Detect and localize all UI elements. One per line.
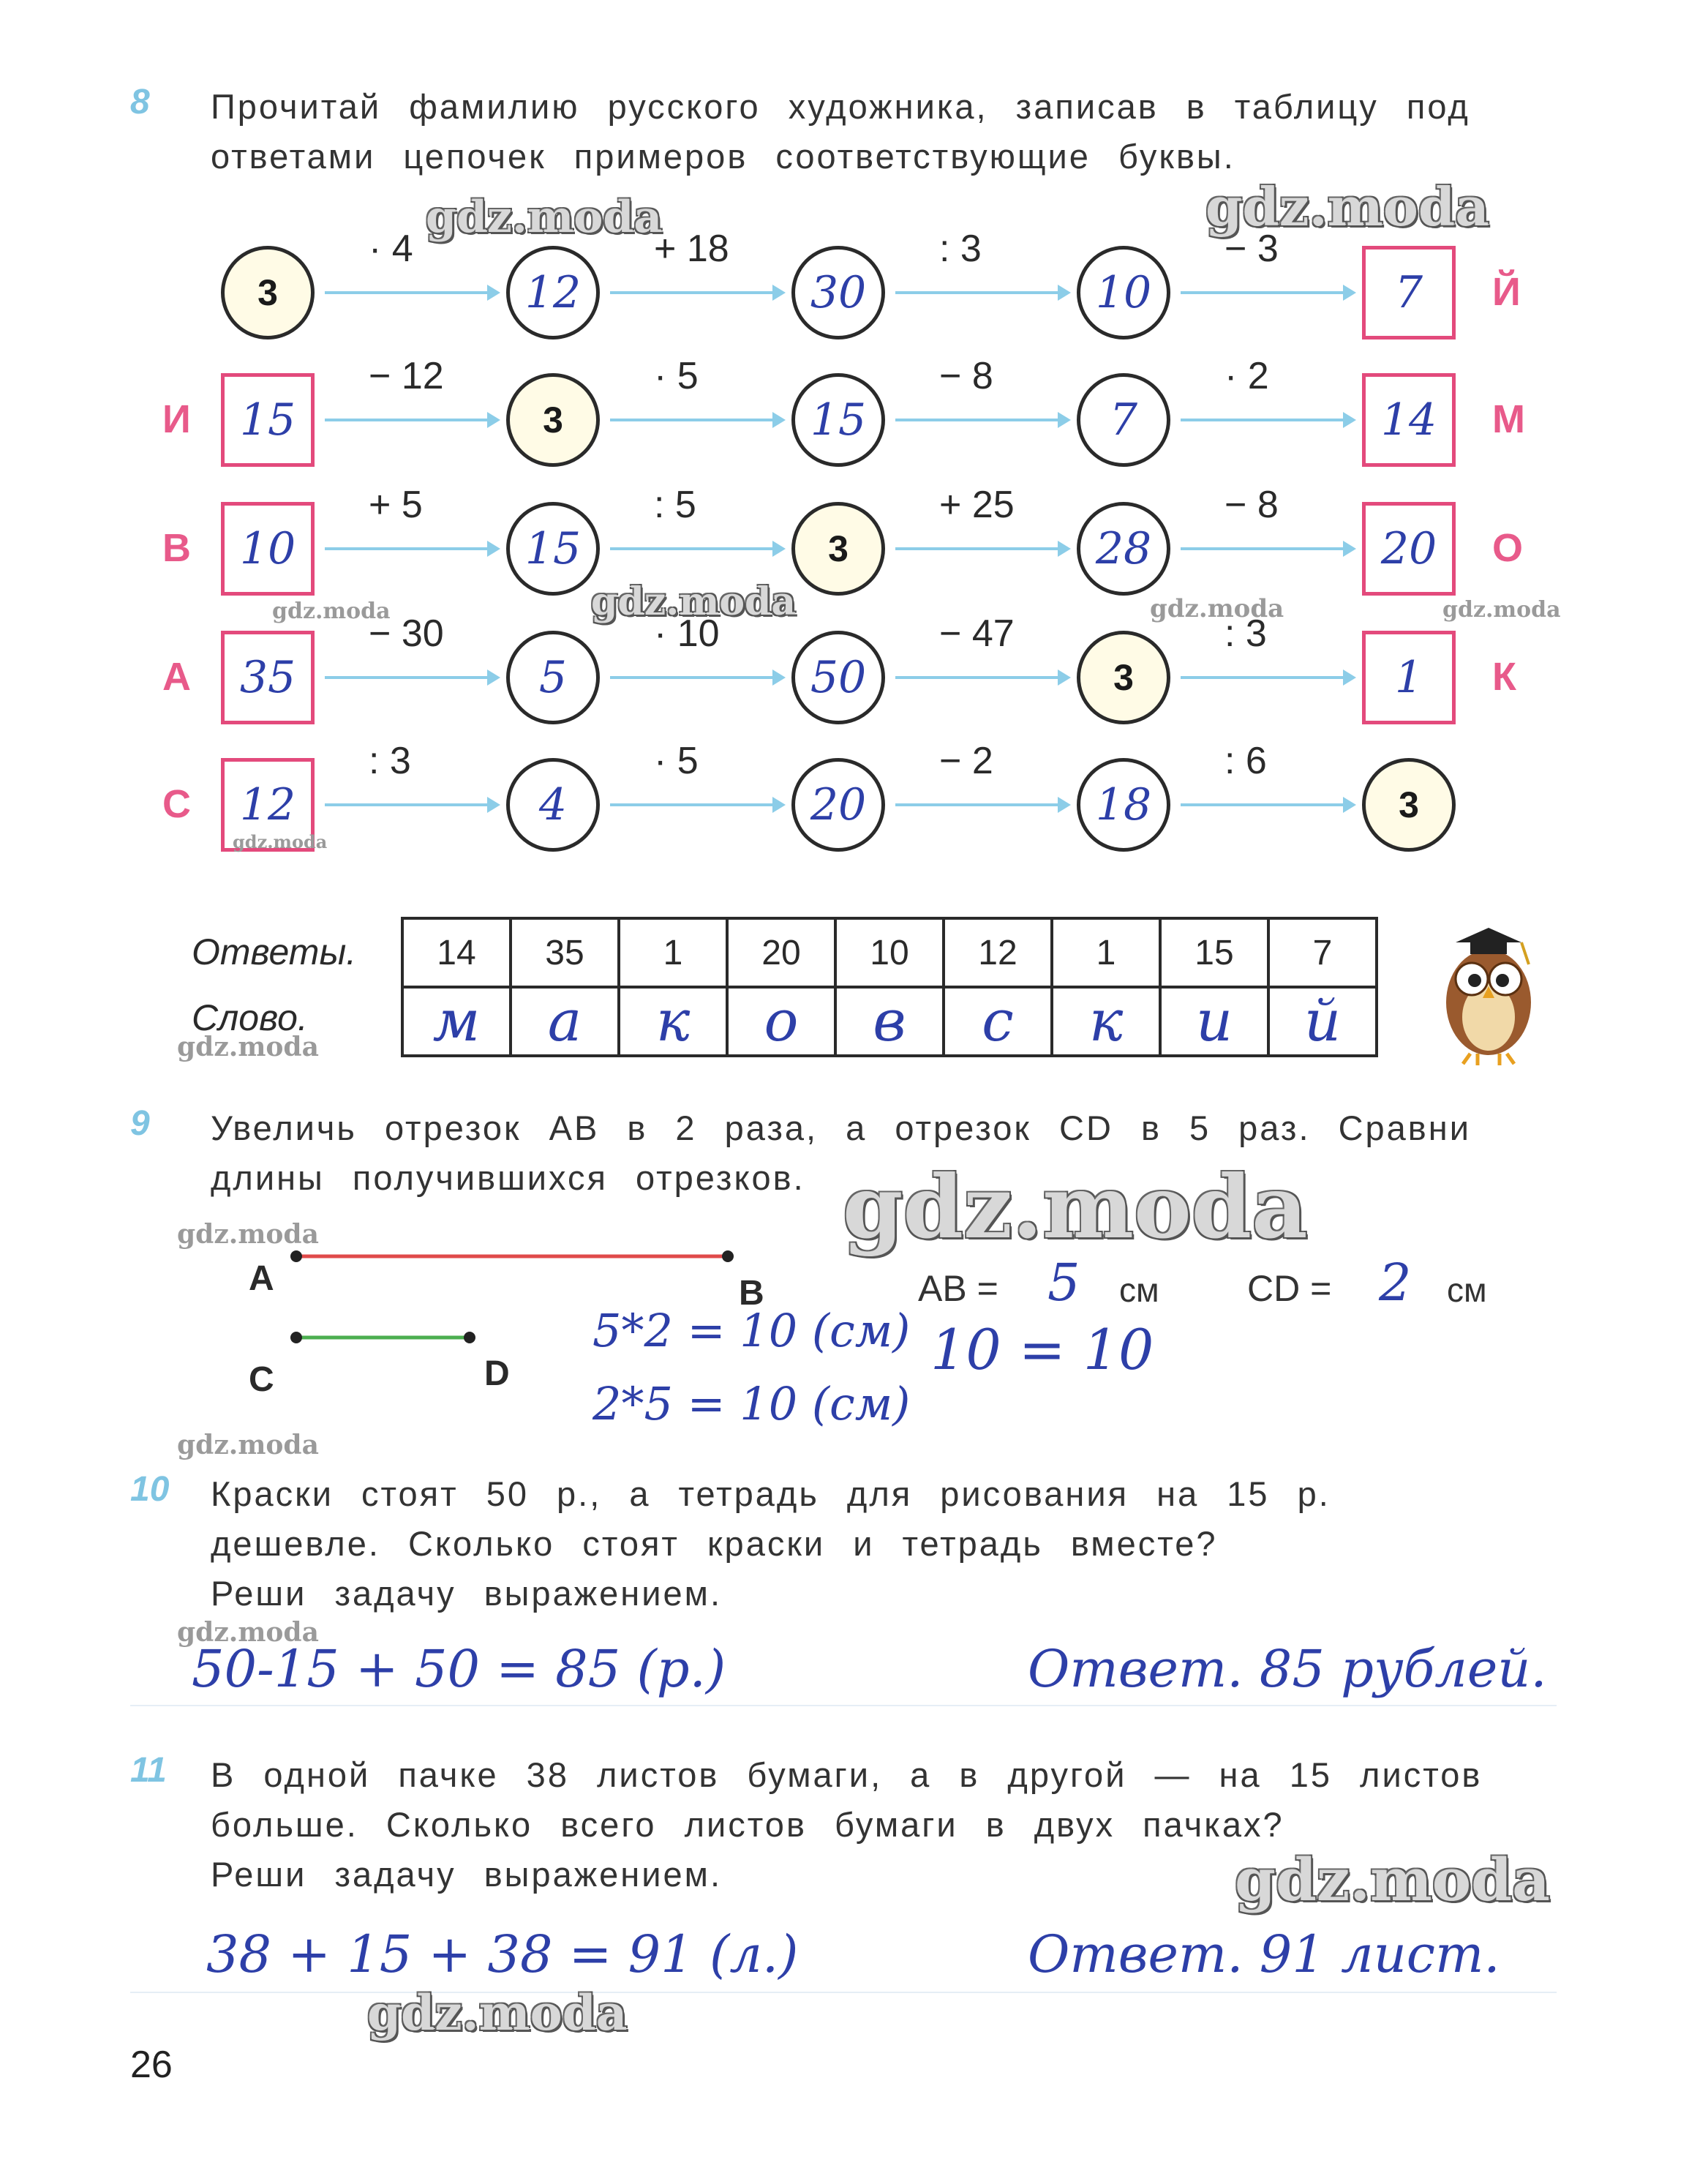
chain-value: 30 [810, 267, 867, 318]
answer-cell: 7 [1268, 918, 1377, 987]
chain-circle [221, 246, 315, 340]
chain-value: 5 [538, 652, 568, 703]
chain-value: 35 [239, 652, 296, 703]
word-label: Слово. [192, 997, 308, 1038]
watermark: gdz.moda [177, 1032, 319, 1062]
chain-arrow [325, 291, 496, 294]
chain-operation: : 3 [369, 740, 411, 782]
chain-value: 18 [1095, 779, 1152, 830]
chain-operation: · 4 [369, 228, 413, 270]
chain-letter-left: А [162, 655, 191, 699]
watermark: gdz.moda [233, 831, 328, 852]
chain-operation: − 30 [369, 612, 444, 655]
answer-cell: 20 [727, 918, 835, 987]
chain-arrow [610, 676, 781, 679]
chain-value: 4 [538, 779, 568, 830]
chain-circle [1077, 246, 1170, 340]
chain-value: 20 [810, 779, 867, 830]
task-9-text-line2: длины получившихся отрезков. [211, 1158, 805, 1197]
letter-cell: в [835, 987, 944, 1056]
letter-cell: м [402, 987, 511, 1056]
chain-arrow [895, 676, 1066, 679]
chain-value: 12 [524, 267, 582, 318]
chain-value: 1 [1394, 652, 1423, 703]
chain-operation: : 3 [1224, 612, 1267, 655]
chain-circle [506, 631, 600, 724]
chain-value: 10 [239, 523, 296, 574]
watermark: gdz.moda [426, 192, 663, 243]
label-d: D [484, 1354, 510, 1393]
answer-cell: 14 [402, 918, 511, 987]
chain-arrow [325, 419, 496, 421]
chain-value: 12 [239, 779, 296, 830]
chain-circle [1077, 758, 1170, 852]
letter-cell: о [727, 987, 835, 1056]
chain-operation: − 8 [939, 355, 993, 397]
chain-value: 14 [1380, 394, 1437, 446]
watermark: gdz.moda [367, 1984, 628, 2041]
task-10-solution: 50-15 + 50 = 85 (р.) [192, 1639, 726, 1699]
chain-operation: · 2 [1224, 355, 1269, 397]
chain-letter-right: Й [1492, 270, 1521, 314]
task-11-text-line1: В одной пачке 38 листов бумаги, а в другой — на 15 листов [211, 1755, 1483, 1794]
task-8-number: 8 [130, 83, 150, 121]
answer-box [1362, 631, 1456, 724]
chain-operation: − 12 [369, 355, 444, 397]
chain-arrow [325, 547, 496, 550]
chain-operation: + 18 [654, 228, 729, 270]
watermark: gdz.moda [177, 1617, 319, 1648]
chain-letter-right: К [1492, 655, 1516, 699]
answer-cell: 35 [511, 918, 619, 987]
answer-box [1362, 246, 1456, 340]
chain-circle [791, 246, 885, 340]
answer-cell: 12 [944, 918, 1052, 987]
chain-arrow [610, 419, 781, 421]
chain-value: 15 [524, 523, 582, 574]
point-c [290, 1332, 302, 1343]
chain-operation: · 5 [654, 355, 699, 397]
chain-operation: − 3 [1224, 228, 1279, 270]
chain-circle [1077, 502, 1170, 596]
cd-unit: см [1447, 1271, 1487, 1309]
chain-circle [1362, 758, 1456, 852]
chain-arrow [1181, 547, 1352, 550]
chain-operation: + 25 [939, 484, 1015, 526]
task-10-text-line1: Краски стоят 50 р., а тетрадь для рисования на 15 р. [211, 1474, 1331, 1513]
chain-operation: : 5 [654, 484, 696, 526]
chain-operation: : 6 [1224, 740, 1267, 782]
chain-arrow [1181, 291, 1352, 294]
chain-circle [506, 502, 600, 596]
chain-circle [1077, 373, 1170, 467]
compare-result: 10 = 10 [930, 1317, 1154, 1382]
task-10-text-line3: Реши задачу выражением. [211, 1574, 723, 1613]
chain-circle [791, 631, 885, 724]
chain-value: 20 [1380, 523, 1437, 574]
chain-value: 50 [810, 652, 867, 703]
watermark: gdz.moda [591, 579, 797, 624]
cd-value: 2 [1379, 1253, 1412, 1313]
chain-value: 3 [1399, 784, 1419, 825]
task-11-solution: 38 + 15 + 38 = 91 (л.) [206, 1924, 799, 1984]
chain-circle [506, 373, 600, 467]
point-a [290, 1250, 302, 1262]
letter-cell: и [1160, 987, 1268, 1056]
chain-operation: − 47 [939, 612, 1015, 655]
watermark: gdz.moda [1442, 597, 1561, 623]
chain-circle [791, 373, 885, 467]
task-11-text-line3: Реши задачу выражением. [211, 1855, 723, 1894]
answers-label: Ответы. [192, 931, 357, 972]
chain-value: 10 [1095, 267, 1152, 318]
chain-arrow [895, 803, 1066, 806]
watermark: gdz.moda [843, 1156, 1308, 1258]
chain-letter-left: С [162, 782, 191, 826]
chain-arrow [895, 419, 1066, 421]
chain-operation: − 8 [1224, 484, 1279, 526]
task-11-number: 11 [130, 1751, 167, 1790]
answer-box [1362, 502, 1456, 596]
watermark: gdz.moda [1235, 1845, 1550, 1914]
calc-ab: 5*2 = 10 (см) [592, 1304, 911, 1357]
answer-cell: 15 [1160, 918, 1268, 987]
letter-cell: к [1052, 987, 1160, 1056]
chain-circle [506, 246, 600, 340]
chain-operation: · 5 [654, 740, 699, 782]
chain-arrow [895, 547, 1066, 550]
cd-label: CD = [1247, 1268, 1332, 1309]
point-b [722, 1250, 734, 1262]
chain-value: 3 [1113, 657, 1134, 698]
label-c: C [249, 1360, 274, 1399]
answer-box [221, 502, 315, 596]
letter-cell: к [619, 987, 727, 1056]
chain-arrow [1181, 803, 1352, 806]
chain-operation: + 5 [369, 484, 423, 526]
page-number: 26 [130, 2044, 173, 2086]
chain-circle [1077, 631, 1170, 724]
ruled-line [130, 1705, 1557, 1706]
answer-cell: 1 [619, 918, 727, 987]
task-10-text-line2: дешевле. Сколько стоят краски и тетрадь вместе? [211, 1524, 1218, 1563]
point-d [464, 1332, 475, 1343]
chain-letter-right: М [1492, 397, 1525, 441]
chain-circle [791, 758, 885, 852]
ab-unit: см [1119, 1271, 1159, 1309]
watermark: gdz.moda [1150, 594, 1284, 623]
label-b: B [739, 1274, 764, 1313]
chain-arrow [325, 803, 496, 806]
chain-letter-left: И [162, 397, 191, 441]
answer-box [1362, 373, 1456, 467]
ruled-line [130, 1992, 1557, 1993]
task-9-text-line1: Увеличь отрезок AB в 2 раза, а отрезок CD в 5 раз. Сравни [211, 1108, 1471, 1147]
task-10-number: 10 [130, 1470, 170, 1509]
chain-arrow [1181, 419, 1352, 421]
chain-operation: : 3 [939, 228, 982, 270]
letter-cell: а [511, 987, 619, 1056]
task-8-text-line2: ответами цепочек примеров соответствующие буквы. [211, 137, 1235, 176]
chain-operation: − 2 [939, 740, 993, 782]
chain-operation: · 10 [654, 612, 720, 655]
chain-letter-right: О [1492, 526, 1524, 570]
chain-arrow [895, 291, 1066, 294]
watermark: gdz.moda [177, 1219, 319, 1250]
chain-arrow [610, 291, 781, 294]
chain-arrow [610, 547, 781, 550]
chain-circle [791, 502, 885, 596]
owl-illustration [1426, 907, 1551, 1068]
task-10-answer: Ответ. 85 рублей. [1028, 1639, 1547, 1699]
answers-table [401, 917, 1378, 1057]
chain-arrow [325, 676, 496, 679]
answer-box [221, 631, 315, 724]
chain-arrow [1181, 676, 1352, 679]
task-11-answer: Ответ. 91 лист. [1028, 1924, 1500, 1984]
answer-box [221, 373, 315, 467]
chain-value: 3 [543, 399, 563, 440]
ab-value: 5 [1047, 1253, 1080, 1313]
watermark: gdz.moda [177, 1430, 319, 1460]
calc-cd: 2*5 = 10 (см) [592, 1377, 911, 1430]
chain-value: 15 [239, 394, 296, 446]
chain-value: 7 [1394, 267, 1423, 318]
chain-circle [506, 758, 600, 852]
task-8-text-line1: Прочитай фамилию русского художника, записав в таблицу под [211, 87, 1470, 126]
letter-cell: с [944, 987, 1052, 1056]
answer-cell: 1 [1052, 918, 1160, 987]
task-11-text-line2: больше. Сколько всего листов бумаги в двух пачках? [211, 1805, 1284, 1844]
watermark: gdz.moda [272, 599, 391, 624]
chain-arrow [610, 803, 781, 806]
chain-value: 28 [1095, 523, 1152, 574]
ab-label: AB = [918, 1268, 998, 1309]
chain-letter-left: В [162, 526, 191, 570]
watermark: gdz.moda [1205, 176, 1489, 238]
label-a: A [249, 1259, 274, 1298]
letter-cell: й [1268, 987, 1377, 1056]
chain-value: 3 [828, 528, 849, 569]
chain-value: 3 [257, 272, 278, 313]
chain-value: 7 [1109, 394, 1138, 446]
task-9-number: 9 [130, 1104, 150, 1143]
answer-cell: 10 [835, 918, 944, 987]
chain-value: 15 [810, 394, 867, 446]
